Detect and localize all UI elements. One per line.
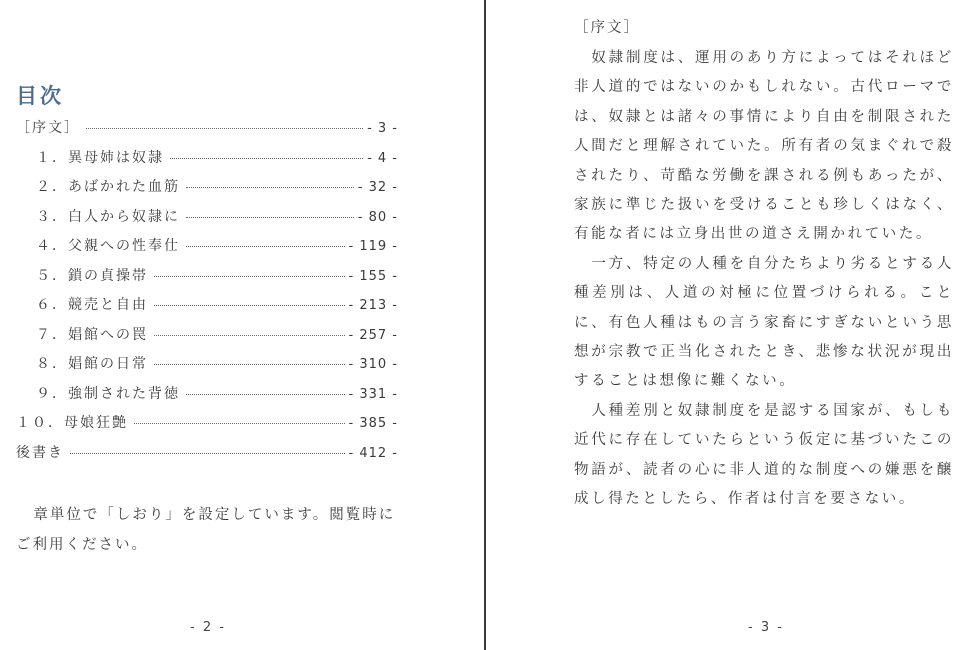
toc-entry[interactable] bbox=[16, 176, 398, 206]
toc-entry-page: - 257 - bbox=[348, 327, 398, 343]
toc-entry-page: - 4 - bbox=[367, 150, 398, 166]
toc-title: 目次 bbox=[16, 84, 64, 108]
toc-entry-label: ［序文］ bbox=[16, 120, 80, 136]
toc-entry[interactable] bbox=[16, 265, 398, 295]
preface-paragraph-3: 人種差別と奴隷制度を是認する国家が、もしも近代に存在していたらという仮定に基づいたこの物語が、読者の心に非人道的な制度への嫌悪を醸成し得たとしたら、作者は付言を要さない。 bbox=[574, 402, 954, 508]
toc-entry-label: １．異母姉は奴隷 bbox=[36, 149, 164, 166]
toc-leader-dots bbox=[170, 158, 363, 159]
toc-entry-page: - 3 - bbox=[367, 121, 398, 136]
toc-leader-dots bbox=[154, 276, 345, 277]
toc-leader-dots bbox=[70, 453, 345, 454]
bookmark-note: 章単位で「しおり」を設定しています。閲覧時にご利用ください。 bbox=[16, 507, 396, 553]
toc-leader-dots bbox=[186, 187, 354, 188]
toc-leader-dots bbox=[186, 246, 345, 247]
right-page bbox=[486, 0, 980, 650]
preface-paragraph-2: 一方、特定の人種を自分たちより劣るとする人種差別は、人道の対極に位置づけられる。ことに、有色人種はもの言う家畜にすぎないという思想が宗教で正当化されたとき、悲惨な状況が現出することは想像に難くない。 bbox=[574, 255, 954, 390]
toc-entry-label: ４．父親への性奉仕 bbox=[36, 238, 180, 254]
toc-entry-page: - 80 - bbox=[357, 209, 398, 225]
toc-entry-page: - 155 - bbox=[348, 268, 398, 284]
preface-paragraph-1: 奴隷制度は、運用のあり方によってはそれほど非人道的ではないのかもしれない。古代ローマでは、奴隷とは諸々の事情により自由を制限された人間だと理解されていた。所有者の気まぐれで殺されたり、苛酷な労働を課される例もあったが、家族に準じた扱いを受けることも珍しくはなく、有能な者には立身出世の道さえ開かれていた。 bbox=[574, 50, 954, 243]
toc-entry[interactable] bbox=[16, 383, 398, 413]
toc-entry-page: - 331 - bbox=[348, 386, 398, 402]
toc-entry-label: １０．母娘狂艶 bbox=[16, 415, 128, 431]
toc-entry-label: ７．娼館への罠 bbox=[36, 326, 148, 343]
toc-entry-label: ９．強制された背徳 bbox=[36, 385, 180, 402]
toc-leader-dots bbox=[154, 305, 345, 306]
toc-entry-page: - 213 - bbox=[348, 298, 398, 313]
preface-body bbox=[574, 44, 954, 515]
toc-leader-dots bbox=[154, 364, 345, 365]
preface-heading: ［序文］ bbox=[574, 20, 640, 36]
toc-leader-dots bbox=[86, 128, 363, 129]
toc-entry-page: - 119 - bbox=[348, 239, 398, 254]
page-number-left: - 2 - bbox=[190, 620, 226, 635]
toc-entry[interactable] bbox=[16, 353, 398, 383]
toc-entry-label: ５．鎖の貞操帯 bbox=[36, 267, 148, 284]
toc-entry-label: ８．娼館の日常 bbox=[36, 356, 148, 372]
toc-leader-dots bbox=[154, 335, 345, 336]
toc-entry-page: - 310 - bbox=[348, 357, 398, 372]
toc-entry-label: ６．競売と自由 bbox=[36, 297, 148, 313]
toc-leader-dots bbox=[134, 423, 345, 424]
toc-entry-page: - 385 - bbox=[348, 416, 398, 431]
toc-leader-dots bbox=[186, 394, 345, 395]
toc-entry[interactable] bbox=[16, 324, 398, 354]
table-of-contents bbox=[16, 117, 398, 471]
toc-entry[interactable] bbox=[16, 442, 398, 472]
page-number-right: - 3 - bbox=[748, 620, 784, 635]
toc-entry-page: - 412 - bbox=[348, 445, 398, 461]
toc-entry-page: - 32 - bbox=[357, 180, 398, 195]
toc-entry[interactable] bbox=[16, 235, 398, 265]
toc-entry[interactable] bbox=[16, 206, 398, 236]
left-page bbox=[0, 0, 484, 650]
toc-entry[interactable] bbox=[16, 412, 398, 442]
toc-leader-dots bbox=[186, 217, 354, 218]
toc-entry[interactable] bbox=[16, 294, 398, 324]
toc-entry-label: 後書き bbox=[16, 444, 64, 461]
toc-entry[interactable] bbox=[16, 117, 398, 147]
toc-entry-label: ２．あばかれた血筋 bbox=[36, 179, 180, 195]
toc-entry-label: ３．白人から奴隷に bbox=[36, 208, 180, 225]
toc-entry[interactable] bbox=[16, 147, 398, 177]
